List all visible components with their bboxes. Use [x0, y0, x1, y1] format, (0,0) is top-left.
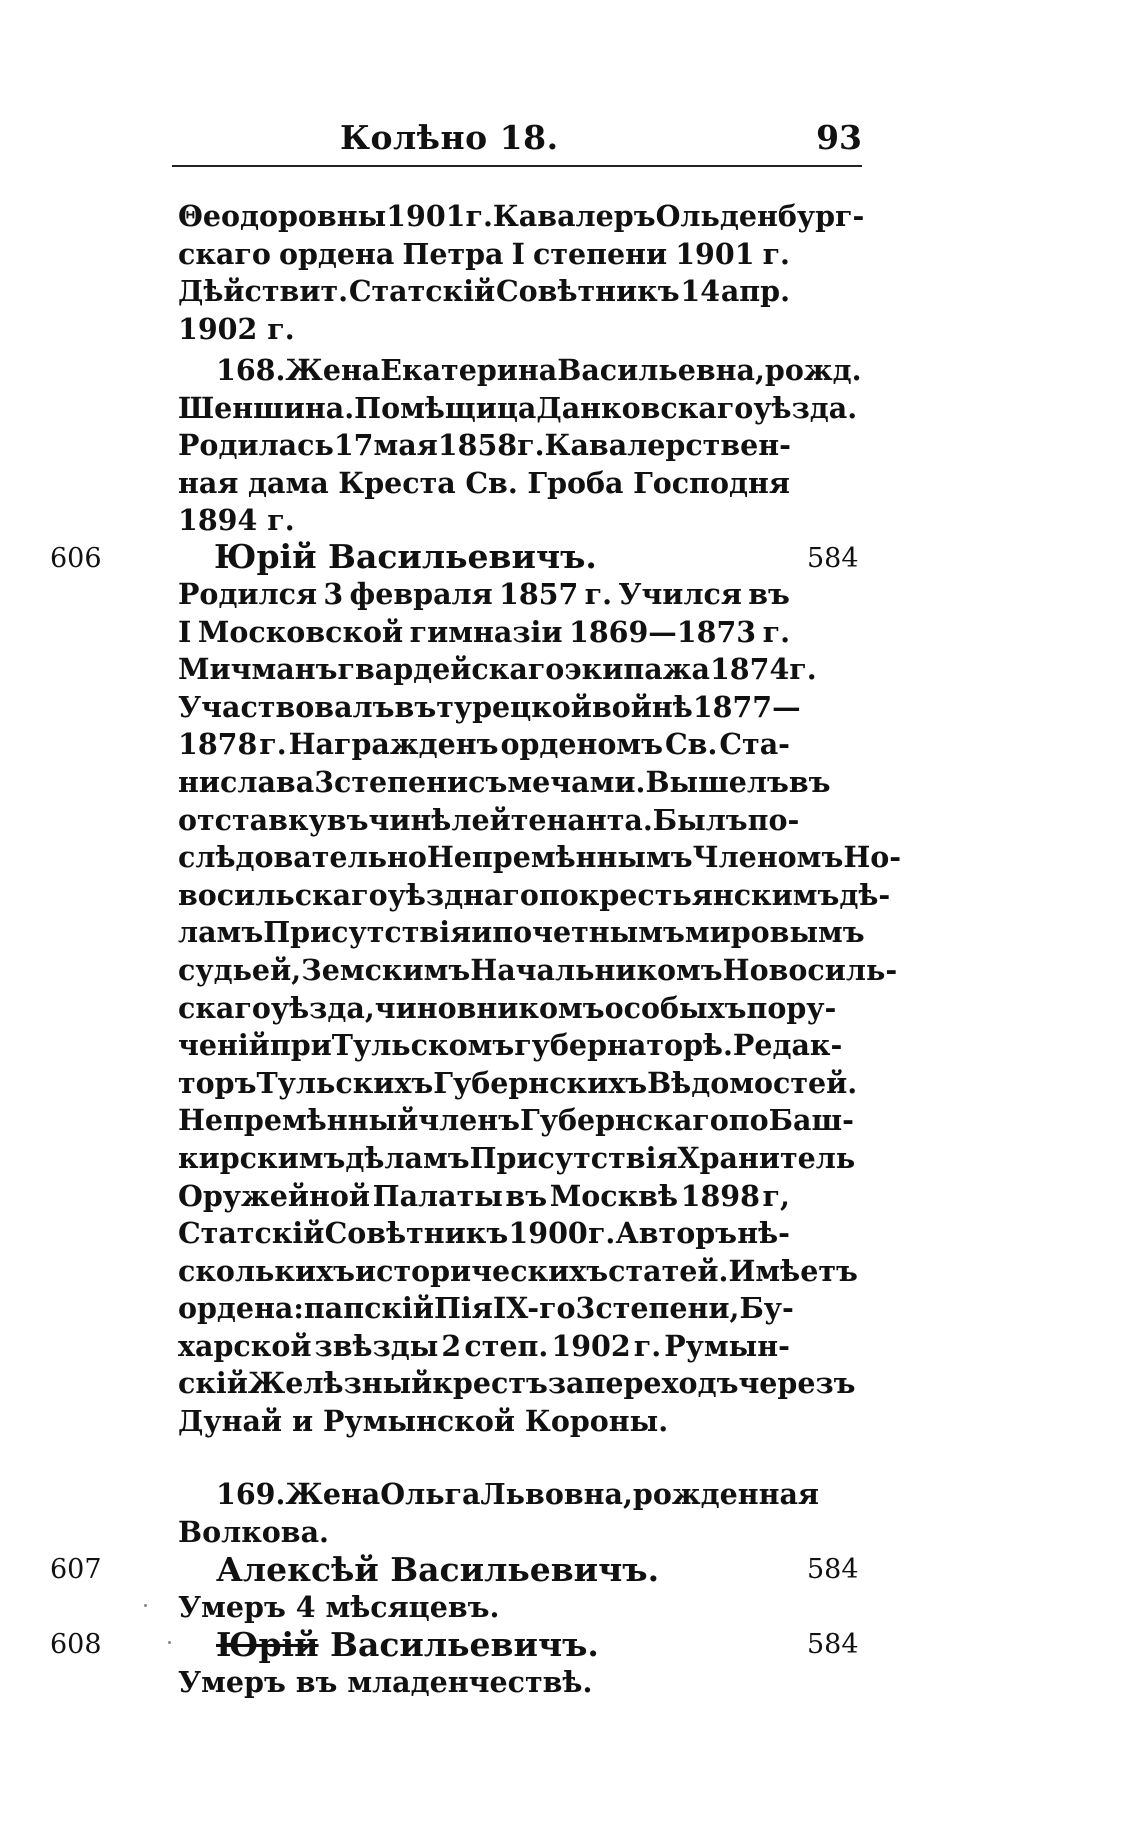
text-line: Родилась 17 мая 1858 г. Кавалерствен-: [178, 428, 791, 463]
text-line: отставку въ чинѣ лейтенанта. Былъ по-: [178, 802, 800, 837]
text-line: ордена: папскій Пія IX-го 3 степени, Бу-: [178, 1291, 794, 1326]
text-line: сколькихъ историческихъ статей. Имѣетъ: [178, 1253, 858, 1288]
text-line: Умеръ 4 мѣсяцевъ.: [178, 1590, 500, 1624]
parent-reference: 584: [807, 1554, 859, 1585]
entry-607: [178, 1550, 790, 1627]
page-number: 93: [816, 118, 862, 157]
text-line: Мичманъ гвардейскаго экипажа 1874 г.: [178, 652, 817, 687]
text-line: 168. Жена Екатерина Васильевна, рожд.: [216, 353, 862, 387]
text-line: харской звѣзды 2 степ. 1902 г. Румын-: [178, 1328, 790, 1363]
text-line: Статскій Совѣтникъ 1900 г. Авторъ нѣ-: [178, 1216, 790, 1251]
text-line: 1902 г.: [178, 311, 295, 346]
entry-number: 608: [50, 1629, 102, 1660]
entry-number: 606: [50, 543, 102, 574]
text-line: нислава 3 степени съ мечами. Вышелъ въ: [178, 764, 831, 799]
struck-name: Юрій: [216, 1625, 319, 1664]
text-line: Участвовалъ въ турецкой войнѣ 1877—: [178, 689, 801, 724]
parent-reference: 584: [807, 1629, 859, 1660]
text-line: Шеншина. Помѣщица Данковскаго уѣзда.: [178, 390, 858, 425]
text-line: скаго ордена Петра I степени 1901 г.: [178, 236, 790, 271]
text-line: Θеодоровны 1901 г. Кавалеръ Ольденбург-: [178, 199, 865, 233]
text-line: Волкова.: [178, 1514, 329, 1549]
entry-number: 607: [50, 1554, 102, 1585]
running-title: Колѣно 18.: [340, 118, 559, 157]
text-line: 1878 г. Награжденъ орденомъ Св. Ста-: [178, 727, 790, 762]
text-line: судьей, Земскимъ Начальникомъ Новосиль-: [178, 952, 898, 987]
text-line: восильскаго уѣзднаго по крестьянскимъ дѣ-: [178, 877, 891, 912]
text-line: Дѣйствит. Статскій Совѣтникъ 14 апр.: [178, 274, 790, 309]
text-line: 1894 г.: [178, 503, 295, 538]
text-line: скаго уѣзда, чиновникомъ особыхъ пору-: [178, 990, 837, 1025]
entry-608: [178, 1625, 790, 1702]
paragraph-continuation: [178, 198, 865, 348]
entry-heading: [178, 1550, 790, 1589]
ink-speck: [168, 1641, 171, 1644]
text-line: кирскимъ дѣламъ Присутствія Хранитель: [178, 1140, 856, 1175]
entry-name: Васильевичъ.: [318, 1625, 599, 1664]
paragraph-wife-168: [178, 352, 862, 540]
text-line: Оружейной Палаты въ Москвѣ 1898 г,: [178, 1178, 790, 1213]
text-line: скій Желѣзный крестъ за переходъ черезъ: [178, 1366, 856, 1401]
parent-reference: 584: [807, 543, 859, 574]
text-line: 169. Жена Ольга Львовна, рожденная: [216, 1477, 819, 1511]
page-header: [172, 118, 862, 170]
paragraph-wife-169: [178, 1476, 819, 1551]
header-rule: [172, 165, 862, 167]
text-line: ная дама Креста Св. Гроба Господня: [178, 465, 790, 500]
ink-speck: [144, 1604, 147, 1607]
text-line: Дунай и Румынской Короны.: [178, 1404, 669, 1439]
text-line: Непремѣнный членъ Губернскаго по Баш-: [178, 1103, 854, 1138]
text-line: I Московской гимназіи 1869—1873 г.: [178, 614, 790, 649]
entry-heading: [178, 537, 790, 576]
entry-name: Юрій Васильевичъ.: [214, 537, 597, 576]
text-line: ченій при Тульскомъ губернаторѣ. Редак-: [178, 1028, 843, 1063]
text-line: ламъ Присутствія и почетнымъ мировымъ: [178, 915, 865, 950]
text-line: Умеръ въ младенчествѣ.: [178, 1665, 593, 1699]
entry-name: Алексѣй Васильевичъ.: [216, 1550, 660, 1589]
text-line: Родился 3 февраля 1857 г. Учился въ: [178, 577, 790, 611]
entry-heading: [178, 1625, 790, 1664]
text-line: слѣдовательно Непремѣннымъ Членомъ Но-: [178, 840, 902, 875]
text-line: торъ Тульскихъ Губернскихъ Вѣдомостей.: [178, 1065, 858, 1100]
